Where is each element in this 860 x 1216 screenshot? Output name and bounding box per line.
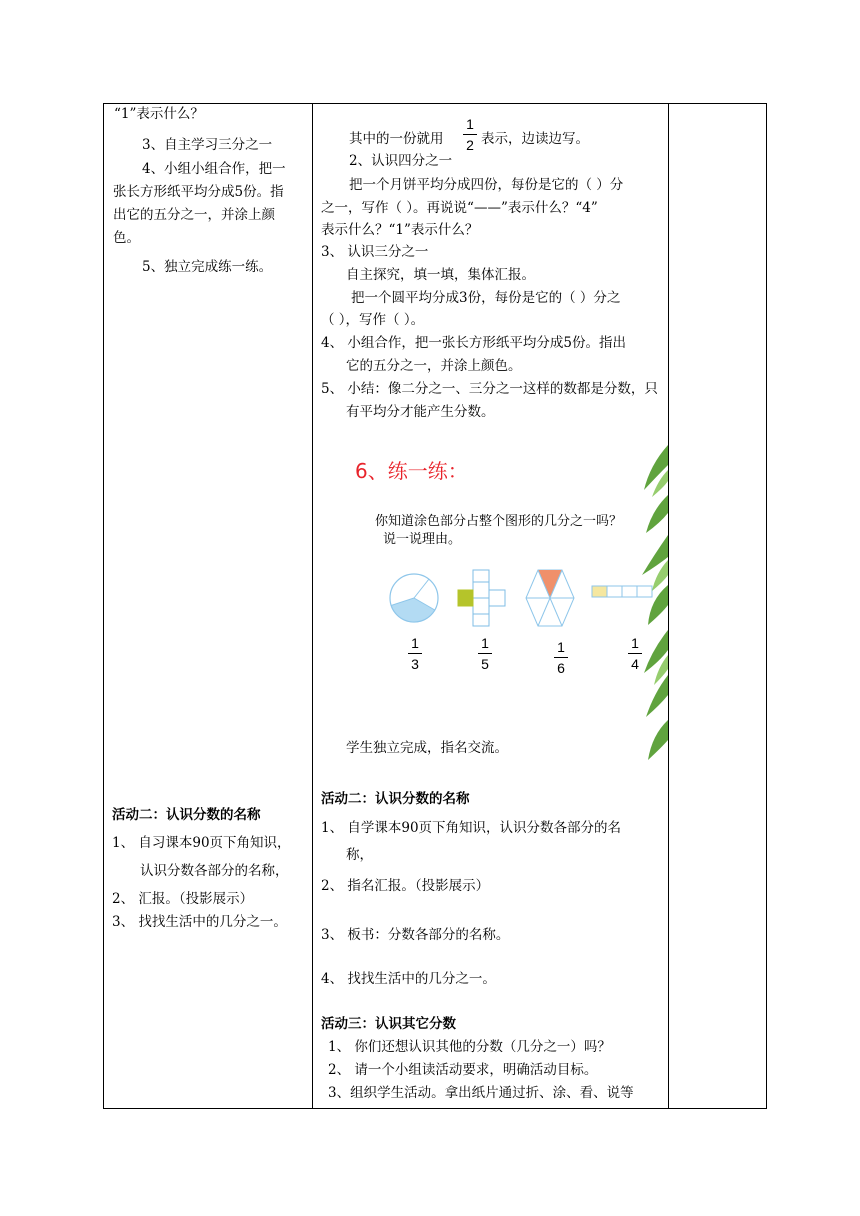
mid-line-8: （ ），写作（ ）。 [321, 312, 425, 328]
mid-line-1: 2、认识四分之一 [349, 153, 453, 169]
mid-activity2-line-1: 1、 自学课本90页下角知识，认识分数各部分的名 [321, 820, 622, 836]
fraction-one-sixth [551, 639, 571, 676]
circle-shape [390, 574, 438, 622]
mid-activity2-line-5: 4、 找找生活中的几分之一。 [321, 971, 496, 987]
exercise-shapes [380, 568, 670, 628]
column-divider-1 [312, 104, 313, 1108]
mid-line-7: 把一个圆平均分成3份，每份是它的（ ）分之 [351, 290, 621, 306]
fraction-denominator: 6 [557, 660, 565, 676]
intro-text-before: 其中的一份就用 [349, 131, 444, 147]
left-line-2: 3、自主学习三分之一 [142, 137, 273, 153]
after-exercise-text: 学生独立完成，指名交流。 [346, 740, 508, 756]
fraction-bar [408, 653, 422, 654]
fraction-one-third [405, 635, 425, 672]
mid-activity2-line-4: 3、 板书：分数各部分的名称。 [321, 927, 510, 943]
mid-activity2-line-2: 称， [346, 847, 373, 863]
left-activity2-line-2: 认识分数各部分的名称， [140, 863, 289, 879]
left-line-7: 5、独立完成练一练。 [142, 259, 273, 275]
bamboo-leaves-decoration [640, 435, 668, 765]
fraction-bar [554, 657, 568, 658]
left-line-3: 4、小组小组合作，把一 [142, 161, 286, 177]
exercise-question: 你知道涂色部分占整个图形的几分之一吗？ [375, 513, 623, 528]
mid-line-10: 它的五分之一，并涂上颜色。 [346, 358, 522, 374]
mid-line-12: 有平均分才能产生分数。 [346, 404, 495, 420]
fraction-bar [478, 653, 492, 654]
mid-line-9: 4、 小组合作，把一张长方形纸平均分成5份。指出 [321, 335, 626, 351]
mid-activity3-title: 活动三：认识其它分数 [321, 1016, 456, 1032]
mid-activity3-line-3: 3、组织学生活动。拿出纸片通过折、涂、看、说等 [328, 1085, 634, 1101]
fraction-denominator: 5 [481, 656, 489, 672]
mid-line-6: 自主探究，填一填，集体汇报。 [346, 267, 535, 283]
fraction-numerator: 1 [557, 639, 565, 655]
exercise-question-2: 说一说理由。 [383, 531, 462, 546]
mid-activity3-line-1: 1、 你们还想认识其他的分数（几分之一）吗？ [328, 1039, 611, 1055]
left-line-4: 张长方形纸平均分成5份。指 [113, 184, 284, 200]
left-line-6: 色。 [113, 230, 140, 246]
fraction-one-fifth [475, 635, 495, 672]
intro-text-after: 表示，边读边写。 [481, 131, 589, 147]
fraction-numerator: 1 [481, 635, 489, 651]
fraction-denominator: 4 [631, 656, 639, 672]
exercise-title: 6、练一练： [355, 459, 468, 483]
mid-activity2-line-3: 2、 指名汇报。（投影展示） [321, 878, 490, 894]
left-line-5: 出它的五分之一，并涂上颜 [113, 207, 275, 223]
mid-activity3-line-2: 2、 请一个小组读活动要求，明确活动目标。 [328, 1062, 598, 1078]
mid-line-2: 把一个月饼平均分成四份，每份是它的（ ）分 [349, 177, 624, 193]
intro-fraction-numerator: 1 [466, 116, 474, 132]
mid-activity2-title: 活动二：认识分数的名称 [321, 791, 470, 807]
fraction-denominator: 3 [411, 656, 419, 672]
mid-line-3: 之一，写作（ ）。再说说“——”表示什么？“4” [321, 200, 598, 216]
left-activity2-title: 活动二：认识分数的名称 [112, 807, 261, 823]
left-activity2-line-4: 3、 找找生活中的几分之一。 [112, 914, 287, 930]
mid-line-5: 3、 认识三分之一 [321, 244, 429, 260]
left-activity2-line-1: 1、 自习课本90页下角知识， [112, 835, 291, 851]
mid-line-4: 表示什么？“1”表示什么？ [321, 222, 479, 238]
intro-fraction-bar [463, 134, 477, 135]
cross-shape [458, 570, 505, 626]
fraction-numerator: 1 [631, 635, 639, 651]
intro-fraction-denominator: 2 [466, 137, 474, 153]
hexagon-shape [526, 570, 574, 626]
left-activity2-line-3: 2、 汇报。（投影展示） [112, 891, 254, 907]
intro-fraction [460, 116, 480, 153]
left-line-1: “1”表示什么？ [114, 106, 204, 122]
fraction-numerator: 1 [411, 635, 419, 651]
mid-line-11: 5、 小结：像二分之一、三分之一这样的数都是分数，只 [321, 381, 658, 397]
